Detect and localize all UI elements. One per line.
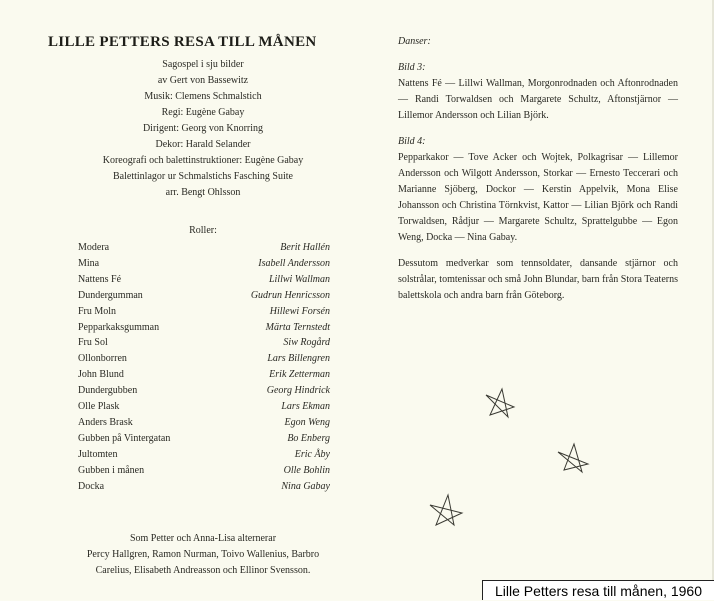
role-row bbox=[78, 479, 330, 495]
roles-list bbox=[38, 240, 330, 495]
dances-heading: Danser: bbox=[398, 36, 431, 47]
actor-name: Lillwi Wallman bbox=[268, 273, 330, 285]
role-row bbox=[78, 351, 330, 367]
roles-heading: Roller: bbox=[189, 225, 217, 236]
role-row bbox=[78, 447, 330, 463]
actor-name: Lars Billengren bbox=[267, 353, 330, 365]
actor-name: Isabell Andersson bbox=[258, 257, 330, 269]
role-name: Nattens Fé bbox=[78, 273, 122, 285]
role-name: Ollonborren bbox=[78, 353, 127, 365]
role-name: Anders Brask bbox=[78, 416, 133, 428]
actor-name: Märta Ternstedt bbox=[265, 321, 330, 333]
role-name: Fru Moln bbox=[78, 305, 117, 317]
star-doodle bbox=[486, 389, 514, 417]
credit-line: Dirigent: Georg von Knorring bbox=[142, 123, 264, 134]
role-row bbox=[78, 335, 330, 351]
credit-line: Musik: Clemens Schmalstich bbox=[144, 91, 262, 102]
role-row bbox=[78, 431, 330, 447]
role-name: Modera bbox=[78, 242, 110, 253]
extra-text: Dessutom medverkar som tennsoldater, dansande stjärnor och solstrålar, tomtenissar och små John Blundar, barn från Stora Teaterns balettskola och andra barn från Göteborg. bbox=[398, 258, 678, 301]
actor-name: Gudrun Henricsson bbox=[250, 289, 330, 301]
role-name: Dundergubben bbox=[78, 385, 138, 397]
credit-line: Koreografi och balettinstruktioner: Eugène Gabay bbox=[102, 155, 304, 166]
actor-name: Bo Enberg bbox=[287, 432, 330, 444]
bild3-heading: Bild 3: bbox=[398, 62, 426, 73]
alternates-line: Carelius, Elisabeth Andreasson och Ellinor Svensson. bbox=[95, 564, 311, 576]
role-name: John Blund bbox=[78, 369, 124, 381]
bild4-heading: Bild 4: bbox=[398, 136, 426, 147]
actor-name: Egon Weng bbox=[284, 416, 330, 428]
credits-block bbox=[38, 57, 368, 201]
credit-line: Balettinlagor ur Schmalstichs Fasching Suite bbox=[113, 171, 293, 182]
star-doodle bbox=[558, 444, 588, 472]
actor-name: Eric Åby bbox=[294, 448, 330, 460]
alternates-block bbox=[38, 531, 368, 579]
actor-name: Georg Hindrick bbox=[266, 385, 330, 397]
role-name: Docka bbox=[78, 480, 105, 492]
role-row bbox=[78, 383, 330, 399]
alternates-line: Percy Hallgren, Ramon Nurman, Toivo Wallenius, Barbro bbox=[86, 548, 320, 560]
role-name: Pepparkaksgumman bbox=[78, 321, 160, 333]
bild4-text: Pepparkakor — Tove Acker och Wojtek, Polkagrisar — Lillemor Andersson och Wilgott Andersson, Storkar — Ernesto Teccerari och Marianne Sjöberg, Dockor — Kerstin Appelvik, Mona Elise Johansson och Christina Törnkvist, Kattor — Lilian Björk och Randi Torwaldsen, Rådjur — Margarete Schultz, Sprattelgubbe — Egon Weng, Docka — Nina Gabay. bbox=[398, 152, 678, 243]
role-row bbox=[78, 304, 330, 320]
role-name: Fru Sol bbox=[78, 337, 108, 349]
role-row bbox=[78, 367, 330, 383]
bild3-text: Nattens Fé — Lillwi Wallman, Morgonrodnaden och Aftonrodnaden — Randi Torwaldsen och Margarete Schultz, Aftonstjärnor — Lillemor Andersson och Lilian Björk. bbox=[398, 78, 678, 121]
role-row bbox=[78, 288, 330, 304]
role-name: Jultomten bbox=[78, 448, 118, 460]
credit-line: Dekor: Harald Selander bbox=[155, 139, 251, 150]
role-name: Gubben på Vintergatan bbox=[78, 432, 171, 444]
role-row bbox=[78, 256, 330, 272]
role-row bbox=[78, 320, 330, 336]
credit-line: arr. Bengt Ohlsson bbox=[165, 187, 241, 198]
role-name: Olle Plask bbox=[78, 401, 120, 413]
actor-name: Siw Rogård bbox=[283, 337, 330, 349]
left-column bbox=[38, 30, 368, 579]
credit-line: av Gert von Bassewitz bbox=[157, 75, 249, 86]
actor-name: Hillewi Forsén bbox=[269, 305, 330, 317]
credit-line: Regi: Eugène Gabay bbox=[161, 107, 245, 118]
star-doodle bbox=[430, 495, 462, 525]
actor-name: Olle Bohlin bbox=[283, 464, 330, 476]
actor-name: Nina Gabay bbox=[281, 480, 330, 492]
actor-name: Berit Hallén bbox=[280, 242, 330, 253]
role-row bbox=[78, 272, 330, 288]
role-name: Dundergumman bbox=[78, 289, 143, 301]
actor-name: Erik Zetterman bbox=[269, 369, 330, 381]
role-name: Mina bbox=[78, 257, 100, 269]
program-title: LILLE PETTERS RESA TILL MÅNEN bbox=[48, 34, 317, 50]
credit-line: Sagospel i sju bilder bbox=[162, 59, 244, 70]
role-row bbox=[78, 240, 330, 256]
role-row bbox=[78, 463, 330, 479]
right-column bbox=[398, 34, 678, 304]
role-name: Gubben i månen bbox=[78, 464, 145, 476]
actor-name: Lars Ekman bbox=[281, 401, 330, 413]
image-caption: Lille Petters resa till månen, 1960 bbox=[482, 580, 714, 600]
role-row bbox=[78, 399, 330, 415]
role-row bbox=[78, 415, 330, 431]
alternates-line: Som Petter och Anna-Lisa alternerar bbox=[129, 532, 277, 544]
